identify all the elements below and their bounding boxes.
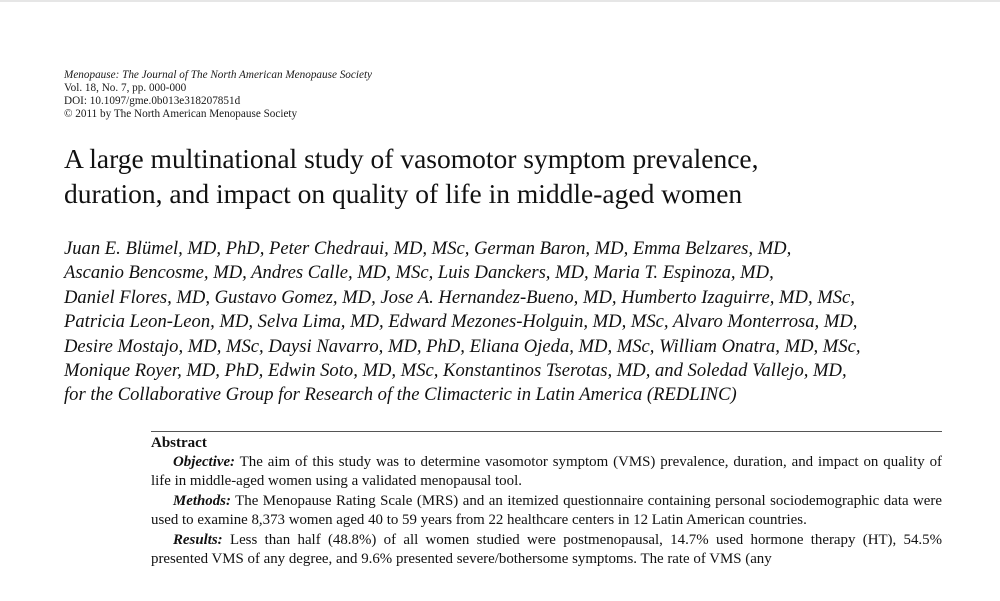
objective-label: Objective: — [173, 454, 236, 470]
methods-label: Methods: — [173, 492, 231, 509]
author-line: Desire Mostajo, MD, MSc, Daysi Navarro, MD, PhD, Eliana Ojeda, MD, MSc, William Onatra, MD, MSc, — [64, 335, 861, 357]
methods-text: The Menopause Rating Scale (MRS) and an itemized questionnaire containing personal sociodemographic data were used to examine 8,373 women aged 40 to 59 years from 22 healthcare centers in 12 Latin American countries. — [151, 492, 942, 529]
author-line: Daniel Flores, MD, Gustavo Gomez, MD, Jose A. Hernandez-Bueno, MD, Humberto Izaguirre, MD, MSc, — [64, 286, 855, 308]
author-line: for the Collaborative Group for Research of the Climacteric in Latin America (REDLINC) — [64, 384, 737, 406]
objective-text: The aim of this study was to determine vasomotor symptom (VMS) prevalence, duration, and impact on quality of life in middle-aged women using a validated menopausal tool. — [151, 454, 942, 490]
abstract-section — [151, 431, 942, 601]
paper-title — [64, 141, 964, 211]
journal-copyright: © 2011 by The North American Menopause Society — [64, 108, 298, 120]
author-line: Juan E. Blümel, MD, PhD, Peter Chedraui, MD, MSc, German Baron, MD, Emma Belzares, MD, — [64, 238, 792, 259]
abstract-methods — [151, 492, 942, 531]
paper-title-line: A large multinational study of vasomotor symptom prevalence, — [64, 143, 759, 174]
abstract-heading: Abstract — [151, 435, 207, 451]
author-list — [64, 237, 964, 408]
journal-header — [64, 69, 664, 121]
journal-name: Menopause: The Journal of The North American Menopause Society — [64, 69, 373, 81]
results-text: Less than half (48.8%) of all women studied were postmenopausal, 14.7% used hormone therapy (HT), 54.5% presented VMS of any degree, and 9.6% presented severe/bothersome symptoms. The rate of VMS (any — [151, 531, 942, 568]
paper-title-line: duration, and impact on quality of life in middle-aged women — [64, 178, 743, 209]
journal-volume: Vol. 18, No. 7, pp. 000-000 — [64, 82, 187, 94]
journal-doi: DOI: 10.1097/gme.0b013e318207851d — [64, 95, 241, 107]
author-line: Ascanio Bencosme, MD, Andres Calle, MD, MSc, Luis Danckers, MD, Maria T. Espinoza, MD, — [64, 262, 774, 284]
author-line: Patricia Leon-Leon, MD, Selva Lima, MD, Edward Mezones-Holguin, MD, MSc, Alvaro Monterrosa, MD, — [64, 311, 858, 333]
abstract-objective — [151, 453, 942, 492]
abstract-results — [151, 531, 942, 570]
results-label: Results: — [173, 531, 223, 548]
page-top-border — [0, 0, 1000, 2]
author-line: Monique Royer, MD, PhD, Edwin Soto, MD, MSc, Konstantinos Tserotas, MD, and Soledad Vallejo, MD, — [64, 360, 847, 382]
